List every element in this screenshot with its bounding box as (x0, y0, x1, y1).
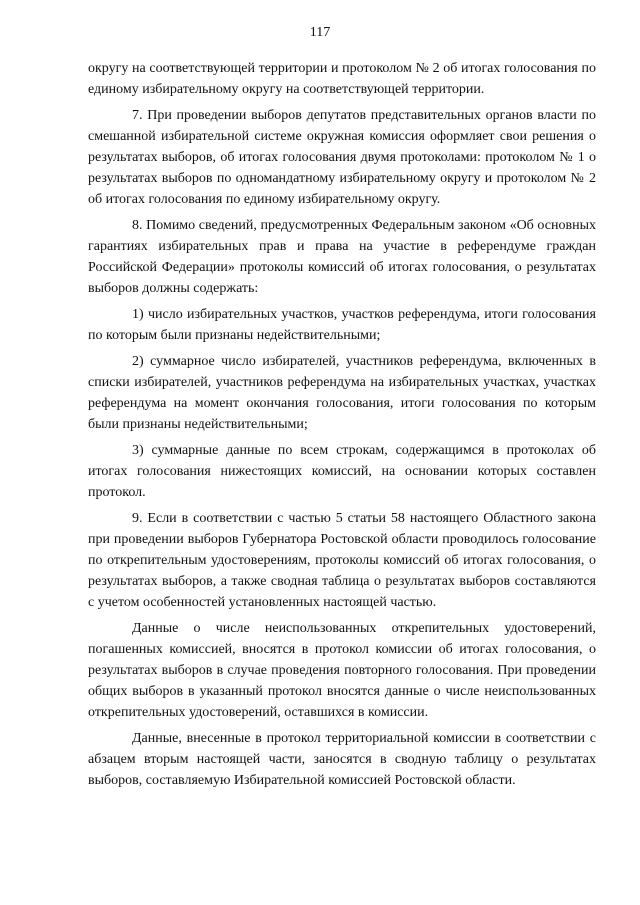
paragraph-subitem-2: 2) суммарное число избирателей, участников референдума, включенных в списки избирателей, участников референдума на избирательных участках, участках референдума на момент окончания голосования, итоги голосования по которым были признаны недействительными; (88, 354, 596, 432)
paragraph-continuation: округу на соответствующей территории и протоколом № 2 об итогах голосования по единому избирательному округу на соответствующей территории. (88, 61, 596, 97)
paragraph-item-7: 7. При проведении выборов депутатов представительных органов власти по смешанной избирательной системе окружная комиссия оформляет свои решения о результатах выборов, об итогах голосования двумя протоколами: протоколом № 1 о результатах выборов по одномандатному избирательному округу и протоколом № 2 об итогах голосования по единому избирательному округу. (88, 108, 596, 207)
document-body (88, 58, 596, 796)
page-number: 117 (309, 25, 331, 40)
paragraph-item-8: 8. Помимо сведений, предусмотренных Федеральным законом «Об основных гарантиях избирательных прав и права на участие в референдуме граждан Российской Федерации» протоколы комиссий об итогах голосования, о результатах выборов должны содержать: (88, 218, 596, 296)
paragraph-subitem-1: 1) число избирательных участков, участков референдума, итоги голосования по которым были признаны недействительными; (88, 307, 596, 343)
paragraph-unused-certificates: Данные о числе неиспользованных открепительных удостоверений, погашенных комиссией, вносятся в протокол комиссии об итогах голосования, о результатах выборов в случае проведения повторного голосования. При проведении общих выборов в указанный протокол вносятся данные о числе неиспользованных открепительных удостоверений, оставшихся в комиссии. (88, 621, 596, 720)
paragraph-item-9: 9. Если в соответствии с частью 5 статьи 58 настоящего Областного закона при проведении выборов Губернатора Ростовской области проводилось голосование по открепительным удостоверениям, протоколы комиссий об итогах голосования, о результатах выборов, а также сводная таблица о результатах выборов составляются с учетом особенностей установленных настоящей частью. (88, 511, 596, 610)
paragraph-summary-table: Данные, внесенные в протокол территориальной комиссии в соответствии с абзацем вторым настоящей части, заносятся в сводную таблицу о результатах выборов, составляемую Избирательной комиссией Ростовской области. (88, 731, 596, 788)
paragraph-subitem-3: 3) суммарные данные по всем строкам, содержащимся в протоколах об итогах голосования нижестоящих комиссий, на основании которых составлен протокол. (88, 443, 596, 500)
